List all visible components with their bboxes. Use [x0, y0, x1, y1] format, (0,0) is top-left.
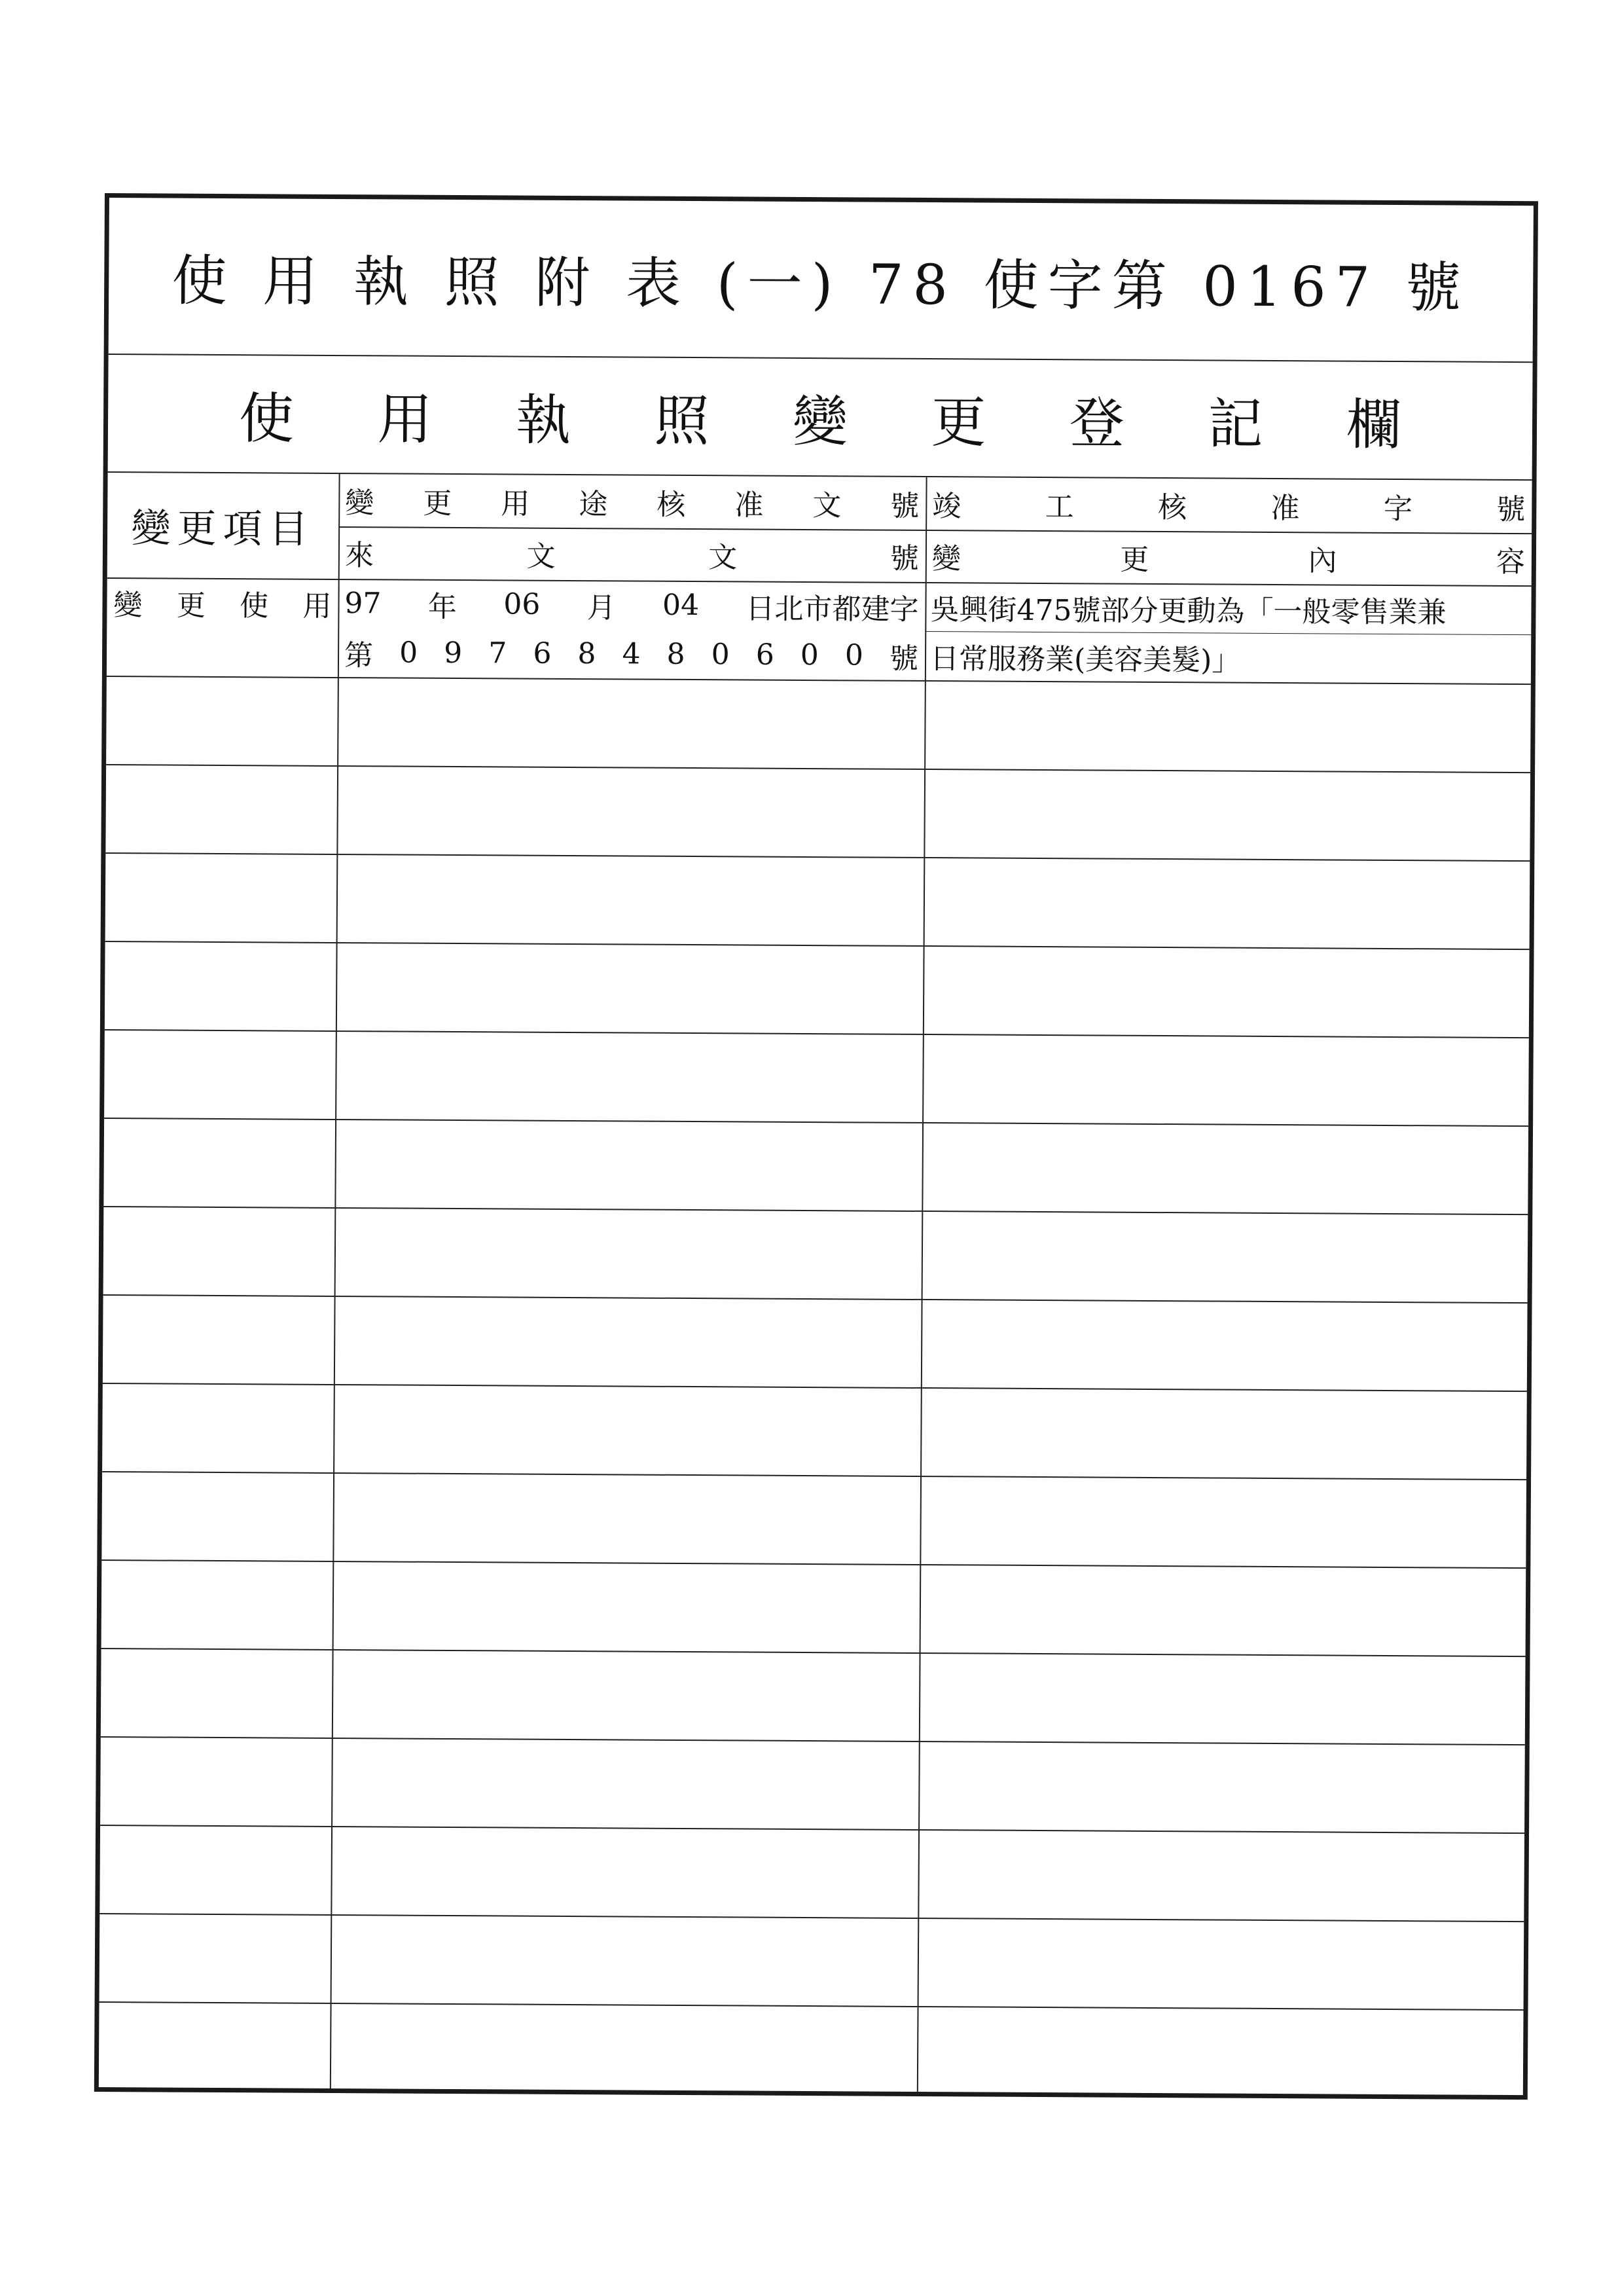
header-char: 文 — [812, 489, 842, 523]
row-line — [104, 1118, 1528, 1127]
header-char: 來 — [344, 539, 374, 573]
row-line — [106, 764, 1530, 773]
row-line — [105, 941, 1530, 950]
row-line — [99, 2001, 1524, 2011]
header-char: 號 — [1496, 492, 1526, 527]
header-char: 用 — [501, 487, 530, 521]
subtitle-char: 記 — [1208, 391, 1263, 456]
header-approval-no — [338, 474, 926, 530]
header-char: 准 — [1270, 491, 1300, 526]
subtitle-char: 照 — [654, 388, 710, 453]
column-divider — [330, 474, 340, 2088]
row-line — [103, 1206, 1528, 1215]
header-char: 內 — [1308, 544, 1337, 578]
entry-char: 月 — [586, 591, 616, 625]
entry-char: 第 — [344, 638, 374, 672]
row-line — [103, 1294, 1528, 1303]
entry-char: 06 — [503, 587, 541, 621]
entry-char: 年 — [427, 590, 458, 624]
entry-char: 8 — [666, 637, 685, 671]
header-char: 途 — [579, 488, 608, 522]
entry-char: 0 — [711, 638, 730, 672]
entry-char: 6 — [533, 636, 552, 670]
row-line — [105, 1029, 1529, 1038]
entry-doc-line2 — [338, 628, 925, 680]
entry-char: 號 — [889, 642, 919, 676]
license-form — [94, 193, 1538, 2100]
row-line — [100, 1825, 1524, 1834]
header-incoming-no — [338, 526, 926, 582]
header-change-item: 變更項目 — [131, 505, 315, 553]
header-char: 核 — [1157, 490, 1187, 525]
column-divider — [917, 477, 927, 2092]
entry-char: 6 — [755, 638, 774, 672]
header-content — [926, 530, 1532, 585]
entry-char: 8 — [577, 637, 596, 671]
header-char: 工 — [1045, 490, 1074, 524]
subtitle-char: 用 — [377, 386, 433, 452]
title-row — [109, 198, 1534, 363]
header-char: 字 — [1383, 492, 1413, 526]
entry-char: 用 — [302, 589, 332, 623]
subtitle-char: 登 — [1069, 390, 1125, 456]
header-char: 變 — [931, 542, 962, 576]
header-char: 竣 — [932, 490, 962, 524]
row-line — [99, 1913, 1524, 1922]
header-char: 更 — [423, 486, 452, 520]
entry-char: 變 — [113, 588, 143, 622]
entry-char: 0 — [800, 638, 819, 672]
subtitle-char: 使 — [238, 386, 295, 451]
entry-doc-line1 — [338, 579, 925, 631]
entry-char: 9 — [444, 636, 463, 670]
entry-char: 使 — [239, 589, 269, 623]
header-char: 容 — [1496, 545, 1526, 579]
row-line — [102, 1471, 1526, 1480]
row-line — [101, 1648, 1526, 1657]
header-char: 號 — [890, 489, 920, 523]
entry-char: 97 — [344, 587, 382, 621]
row-line — [101, 1559, 1526, 1569]
entry-char: 7 — [488, 636, 507, 670]
header-char: 文 — [526, 539, 556, 574]
row-line — [101, 1736, 1525, 1745]
subtitle-char: 欄 — [1346, 392, 1402, 457]
row-line — [103, 1383, 1527, 1392]
header-char: 號 — [890, 541, 920, 575]
form-title: 使 用 執 照 附 表 (一) 78 使字第 0167 號 — [171, 248, 1471, 320]
header-char: 文 — [708, 541, 738, 575]
entry-char: 更 — [176, 589, 206, 623]
entry-char: 4 — [622, 637, 641, 671]
header-completion-no — [926, 477, 1532, 533]
header-char: 更 — [1120, 543, 1149, 577]
entry-char: 0 — [844, 638, 864, 672]
subtitle-char: 變 — [792, 389, 848, 454]
row-line — [105, 852, 1530, 862]
entry-item — [107, 577, 338, 628]
subtitle-char: 執 — [515, 388, 571, 452]
entry-content-line1: 吳興街475號部分更動為「一般零售業兼 — [930, 592, 1447, 629]
entry-char: 日北市都建字 — [746, 591, 919, 627]
form-subtitle — [239, 355, 1402, 479]
subtitle-row — [108, 355, 1533, 481]
header-char: 准 — [734, 488, 764, 522]
header-char: 核 — [656, 488, 686, 522]
header-char: 變 — [345, 486, 374, 520]
entry-char: 0 — [399, 636, 418, 670]
subtitle-char: 更 — [931, 390, 986, 455]
entry-content-line2: 日常服務業(美容美髮)」 — [929, 642, 1241, 678]
entry-char: 04 — [662, 588, 700, 623]
